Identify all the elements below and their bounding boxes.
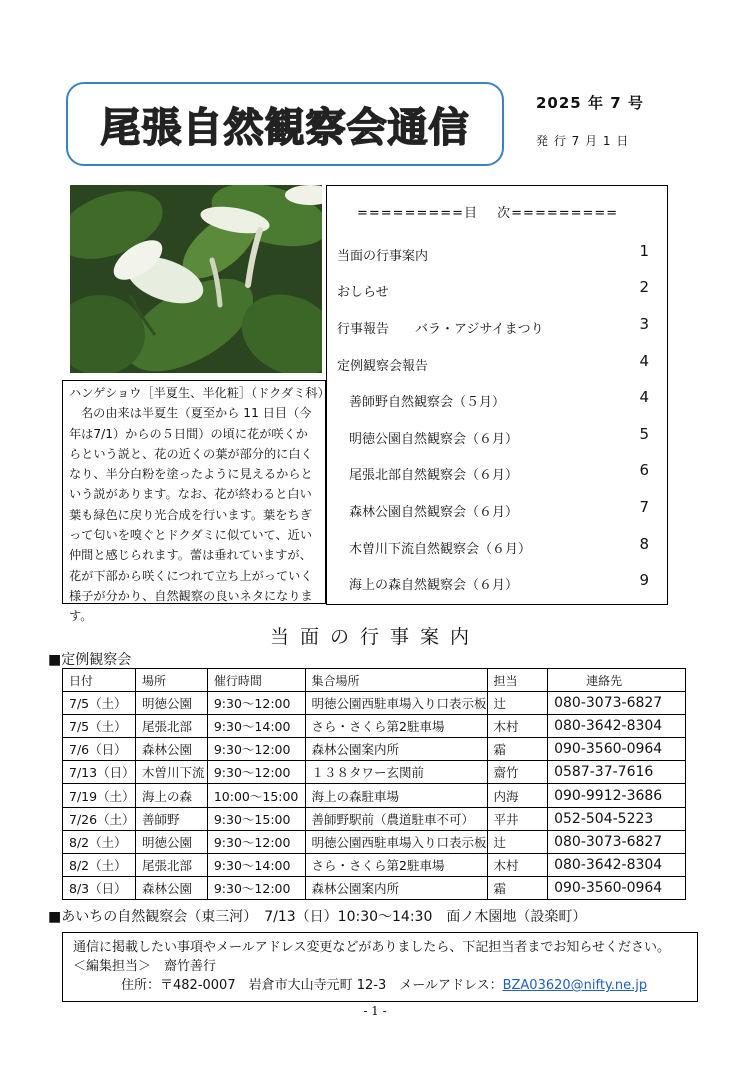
cell-place: 尾張北部 — [135, 715, 207, 738]
cell-time: 9:30～12:00 — [207, 738, 305, 761]
cell-phone: 080-3642-8304 — [548, 853, 686, 876]
cell-leader: 木村 — [487, 853, 548, 876]
toc-item — [327, 535, 667, 559]
table-row — [63, 807, 686, 830]
cell-date: 7/5（土） — [63, 692, 136, 715]
cell-leader: 霜 — [487, 738, 548, 761]
regular-events-label: ■定例観察会 — [48, 652, 132, 668]
table-of-contents — [326, 185, 668, 605]
cell-leader: 木村 — [487, 715, 548, 738]
cell-place: 森林公園 — [135, 876, 207, 899]
toc-item-label: 木曽川下流自然観察会（６月） — [349, 542, 532, 557]
cell-place: 尾張北部 — [135, 853, 207, 876]
toc-item — [327, 498, 667, 522]
events-table — [62, 668, 686, 900]
newsletter-title-box — [66, 82, 504, 166]
table-row — [63, 876, 686, 899]
contact-note: 通信に掲載したい事項やメールアドレス変更などがありましたら、下記担当者までお知らせください。 — [73, 940, 670, 955]
toc-item-page: 5 — [639, 425, 649, 443]
cell-time: 9:30～12:00 — [207, 761, 305, 784]
cell-phone: 080-3073-6827 — [548, 692, 686, 715]
cell-time: 9:30～15:00 — [207, 807, 305, 830]
table-row — [63, 738, 686, 761]
caption-title: ハンゲショウ［半夏生、半化粧］（ドクダミ科） — [69, 386, 330, 400]
cell-time: 9:30～12:00 — [207, 830, 305, 853]
toc-item-label: 当面の行事案内 — [337, 249, 429, 264]
cell-meeting-point: 明徳公園西駐車場入り口表示板 — [305, 830, 487, 853]
cell-meeting-point: さら・さくら第2駐車場 — [305, 715, 487, 738]
cell-date: 7/19（土） — [63, 784, 136, 807]
table-row — [63, 761, 686, 784]
toc-item-page: 3 — [639, 315, 649, 333]
toc-item — [327, 352, 667, 376]
cell-leader: 齋竹 — [487, 761, 548, 784]
toc-item-page: 1 — [639, 242, 649, 260]
caption-body: 名の由来は半夏生（夏至から 11 日目（今年は7/1）からの５日間）の頃に花が咲くからという説と、花の近くの葉が部分的に白くなり、半分白粉を塗ったように見えるからという説があります。なお、花が終わると白い葉も緑色に戻り光合成を行います。葉をちぎって匂いを嗅ぐとドクダミに似ていて、近い仲間と感じられます。蕾は垂れていますが、花が下部から咲くにつれて立ち上がっていく様子が分かり、自然観察の良いネタになります。 — [69, 406, 313, 624]
table-row — [63, 692, 686, 715]
cell-leader: 内海 — [487, 784, 548, 807]
cell-phone: 080-3642-8304 — [548, 715, 686, 738]
cell-date: 8/3（日） — [63, 876, 136, 899]
column-header-contact: 連絡先 — [548, 669, 686, 692]
toc-item — [327, 242, 667, 266]
column-header-place: 場所 — [135, 669, 207, 692]
aichi-event-notice: ■あいちの自然観察会（東三河） 7/13（日）10:30～14:30 面ノ木園地（設楽町） — [48, 909, 587, 925]
hangeshou-plant-photo — [70, 185, 322, 373]
cell-meeting-point: 善師野駅前（農道駐車不可） — [305, 807, 487, 830]
cell-phone: 052-504-5223 — [548, 807, 686, 830]
page-number: - 1 - — [363, 1004, 387, 1018]
cell-place: 森林公園 — [135, 738, 207, 761]
toc-item-label: 森林公園自然観察会（６月） — [349, 505, 519, 520]
table-row — [63, 853, 686, 876]
toc-item-page: 7 — [639, 498, 649, 516]
contact-address-line — [121, 976, 647, 996]
contact-email-link[interactable]: BZA03620@nifty.ne.jp — [502, 978, 648, 993]
toc-item-label: おしらせ — [337, 285, 389, 300]
cell-place: 木曽川下流 — [135, 761, 207, 784]
toc-item-label: 尾張北部自然観察会（６月） — [349, 468, 519, 483]
cell-date: 7/6（日） — [63, 738, 136, 761]
events-heading: 当面の行事案内 — [269, 626, 480, 648]
toc-item-page: 2 — [639, 278, 649, 296]
toc-header: =========目 次========= — [357, 206, 619, 221]
contact-box — [62, 932, 698, 1002]
newsletter-title: 尾張自然観察会通信 — [100, 104, 470, 151]
table-header-row — [63, 669, 686, 692]
cell-time: 9:30～14:00 — [207, 715, 305, 738]
cell-phone: 080-3073-6827 — [548, 830, 686, 853]
cell-time: 9:30～12:00 — [207, 876, 305, 899]
cell-date: 7/26（土） — [63, 807, 136, 830]
cell-phone: 090-9912-3686 — [548, 784, 686, 807]
toc-item-label: 行事報告 バラ・アジサイまつり — [337, 322, 544, 337]
toc-item — [327, 461, 667, 485]
cell-leader: 平井 — [487, 807, 548, 830]
column-header-leader: 担当 — [487, 669, 548, 692]
issue-number: 2025 年 7 号 — [536, 94, 644, 112]
toc-item-label: 海上の森自然観察会（６月） — [349, 578, 519, 593]
plant-caption-box — [62, 380, 330, 624]
cell-place: 明徳公園 — [135, 830, 207, 853]
toc-item-page: 6 — [639, 461, 649, 479]
table-row — [63, 715, 686, 738]
cell-phone: 090-3560-0964 — [548, 876, 686, 899]
cell-meeting-point: さら・さくら第2駐車場 — [305, 853, 487, 876]
table-row — [63, 830, 686, 853]
toc-item-page: 4 — [639, 352, 649, 370]
column-header-time: 催行時間 — [207, 669, 305, 692]
cell-leader: 辻 — [487, 692, 548, 715]
toc-item-page: 9 — [639, 571, 649, 589]
toc-item-label: 善師野自然観察会（５月） — [349, 395, 506, 410]
column-header-meeting-point: 集合場所 — [305, 669, 487, 692]
cell-phone: 090-3560-0964 — [548, 738, 686, 761]
plant-photo-image — [70, 185, 322, 373]
toc-item-label: 明徳公園自然観察会（６月） — [349, 432, 519, 447]
cell-time: 9:30～12:00 — [207, 692, 305, 715]
cell-meeting-point: １３８タワー玄関前 — [305, 761, 487, 784]
cell-date: 8/2（土） — [63, 830, 136, 853]
toc-item — [327, 278, 667, 302]
cell-place: 善師野 — [135, 807, 207, 830]
cell-leader: 霜 — [487, 876, 548, 899]
cell-time: 9:30～14:00 — [207, 853, 305, 876]
cell-meeting-point: 明徳公園西駐車場入り口表示板 — [305, 692, 487, 715]
cell-leader: 辻 — [487, 830, 548, 853]
cell-place: 明徳公園 — [135, 692, 207, 715]
cell-meeting-point: 森林公園案内所 — [305, 738, 487, 761]
toc-item — [327, 425, 667, 449]
toc-item — [327, 315, 667, 339]
cell-meeting-point: 森林公園案内所 — [305, 876, 487, 899]
cell-phone: 0587-37-7616 — [548, 761, 686, 784]
cell-date: 8/2（土） — [63, 853, 136, 876]
toc-item-page: 8 — [639, 535, 649, 553]
toc-item — [327, 571, 667, 595]
toc-item-label: 定例観察会報告 — [337, 359, 429, 374]
column-header-date: 日付 — [63, 669, 136, 692]
contact-address: 住所：〒482-0007 岩倉市大山寺元町 12-3 メールアドレス： — [121, 978, 503, 993]
cell-meeting-point: 海上の森駐車場 — [305, 784, 487, 807]
cell-place: 海上の森 — [135, 784, 207, 807]
publish-date: 発 行 7 月 1 日 — [536, 134, 630, 148]
table-row — [63, 784, 686, 807]
toc-item-page: 4 — [639, 388, 649, 406]
toc-item — [327, 388, 667, 412]
cell-date: 7/5（土） — [63, 715, 136, 738]
cell-time: 10:00～15:00 — [207, 784, 305, 807]
cell-date: 7/13（日） — [63, 761, 136, 784]
contact-editor: ＜編集担当＞ 齋竹善行 — [73, 959, 217, 974]
